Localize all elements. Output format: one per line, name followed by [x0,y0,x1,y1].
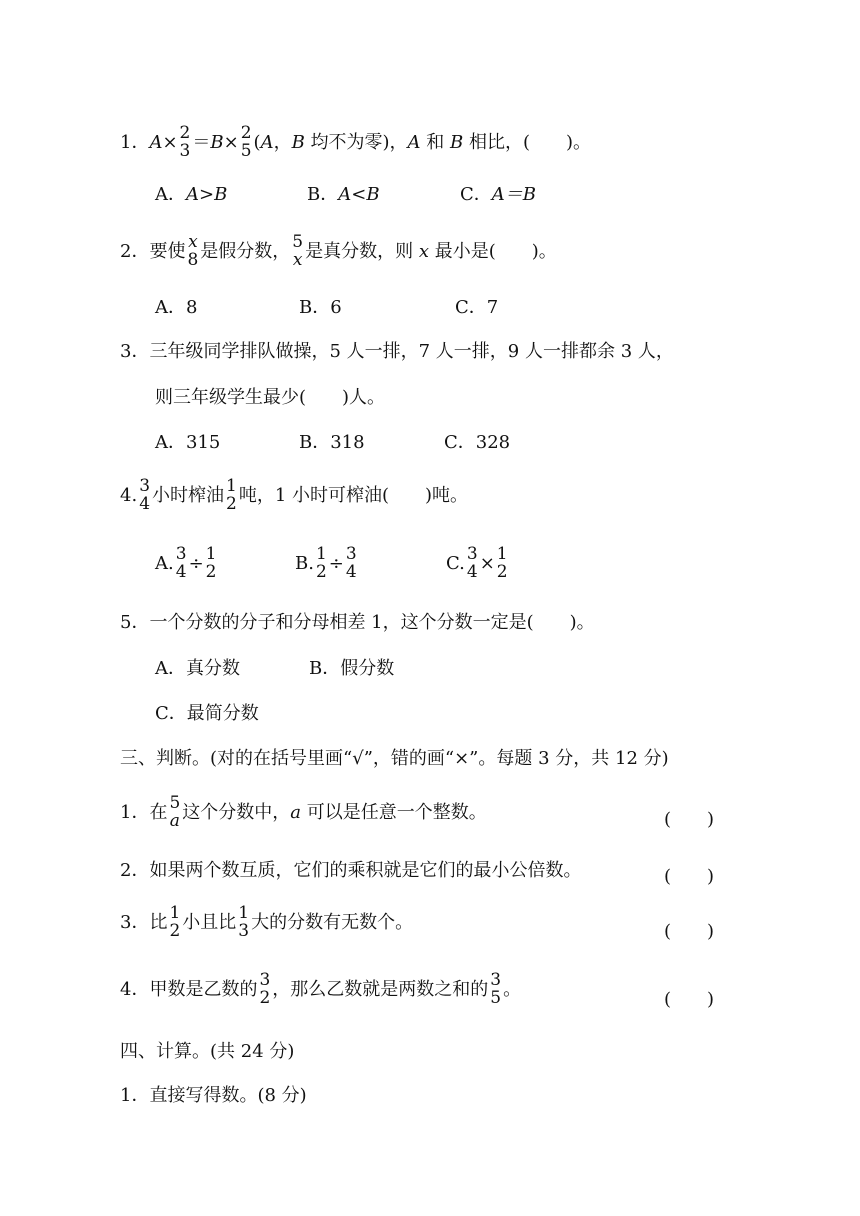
numerator: 3 [175,544,187,564]
denominator: 2 [259,987,271,1008]
comma: ， [273,131,292,153]
answer-blank: ( ) [664,809,715,830]
numerator: 1 [169,903,181,923]
option-c [460,186,536,204]
numerator: 5 [292,232,304,252]
denominator: 2 [226,493,237,514]
question-text: ，那么乙数就是两数之和的 [272,978,489,1000]
question-text: 小时榨油 [152,484,225,506]
section-4-heading: 四、计算。(共 24 分) [120,1041,295,1062]
question-3-line-2: 则三年级学生最少( )人。 [155,387,386,408]
denominator: 2 [169,920,181,941]
fraction [466,546,479,582]
variable-a: A [149,131,163,153]
numerator: 1 [226,476,237,496]
variable-a: a [290,801,302,823]
numerator: 3 [466,544,478,564]
times-sign: × [223,131,239,153]
option-c: C．7 [455,297,499,318]
variable-a: A [260,131,274,153]
option-a [155,186,227,204]
option-c: C．最简分数 [155,703,259,724]
denominator: 4 [466,561,478,582]
option-label: C. [446,552,465,574]
question-number: 2． [120,240,150,262]
variable-b: B [210,131,224,153]
fraction-one-half [168,905,181,941]
option-label: A． [155,184,186,205]
option-c [446,546,510,582]
answer-blank: ( ) [664,921,715,942]
option-label: C． [460,184,492,205]
question-1 [120,125,591,161]
numerator: 2 [179,123,191,143]
section-3-heading: 三、判断。(对的在括号里画“√”，错的画“×”。每题 3 分，共 12 分) [120,748,669,769]
denominator: 4 [175,561,187,582]
variable-b: B [450,131,464,153]
fraction-one-third [237,905,250,941]
denominator: 4 [139,493,151,514]
question-2 [120,234,557,270]
option-a: A．315 [155,432,221,453]
option-b: B．318 [299,432,365,453]
question-text: 是假分数， [200,240,291,262]
judge-question-4 [120,972,521,1008]
option-b: B．假分数 [309,658,395,679]
denominator: x [292,249,303,270]
option-text: A＝B [491,184,537,205]
fraction-5-over-x [291,234,304,270]
question-text: 要使 [149,240,186,262]
question-3-line-1: 3．三年级同学排队做操，5 人一排，7 人一排，9 人一排都余 3 人， [120,341,674,362]
question-text: 这个分数中， [182,801,291,823]
fraction-two-fifths [240,125,253,161]
denominator: 5 [490,987,502,1008]
question-number: 4． [120,978,150,1000]
fraction-two-thirds [179,125,192,161]
denominator: 3 [179,140,191,161]
section-4-subheading: 1．直接写得数。(8 分) [120,1085,307,1106]
answer-blank: ( ) [664,866,715,887]
judge-question-3 [120,905,413,941]
times-sign: × [479,552,495,574]
fraction [345,546,358,582]
numerator: 2 [240,123,252,143]
question-4 [120,478,468,514]
fraction [315,546,328,582]
question-text: 小且比 [182,911,237,933]
divide-sign: ÷ [188,552,204,574]
variable-a: A [407,131,421,153]
option-a: A．8 [155,297,198,318]
numerator: 1 [238,903,250,923]
denominator: 8 [187,249,199,270]
denominator: 2 [315,561,327,582]
question-text: 在 [149,801,168,823]
question-tail: 吨，1 小时可榨油( )吨。 [238,484,469,506]
question-number: 1． [120,801,150,823]
numerator: 1 [496,544,508,564]
fraction-three-quarters [138,478,151,514]
question-text: 甲数是乙数的 [149,978,258,1000]
numerator: x [188,232,198,252]
condition-text: 均不为零)， [304,131,408,153]
fraction [496,546,509,582]
option-c: C．328 [444,432,511,453]
question-tail: 最小是( )。 [429,240,557,262]
option-label: B． [307,184,339,205]
fraction-three-fifths [489,972,502,1008]
denominator: 2 [496,561,508,582]
times-sign: × [162,131,178,153]
judge-question-2: 2．如果两个数互质，它们的乘积就是它们的最小公倍数。 [120,860,582,881]
denominator: 5 [240,140,252,161]
question-text: 是真分数，则 [305,240,419,262]
question-tail: 可以是任意一个整数。 [301,801,487,823]
denominator: 3 [238,920,250,941]
and-text: 和 [420,131,450,153]
question-text: 比 [149,911,168,933]
fraction [205,546,218,582]
paren: ( [253,131,261,153]
numerator: 3 [259,970,271,990]
numerator: 1 [205,544,217,564]
question-tail: 相比，( )。 [463,131,592,153]
numerator: 1 [315,544,327,564]
question-number: 4. [120,484,138,506]
option-b: B．6 [299,297,342,318]
judge-question-1 [120,795,487,831]
fraction-x-over-8 [186,234,199,270]
answer-blank: ( ) [664,989,715,1010]
numerator: 3 [345,544,357,564]
variable-b: B [291,131,305,153]
numerator: 3 [490,970,502,990]
equals-sign: ＝ [192,131,211,153]
question-5: 5．一个分数的分子和分母相差 1，这个分数一定是( )。 [120,612,595,633]
option-label: A. [155,552,174,574]
option-a [155,546,218,582]
denominator: 2 [205,561,217,582]
fraction-three-halves [258,972,271,1008]
numerator: 5 [169,793,181,813]
denominator: 4 [345,561,357,582]
divide-sign: ÷ [328,552,344,574]
fraction-one-half [225,478,238,514]
option-a: A．真分数 [155,658,240,679]
denominator: a [169,810,180,831]
fraction-5-over-a [168,795,181,831]
option-b [307,186,380,204]
option-text: A<B [338,184,380,205]
question-number: 1． [120,131,150,153]
option-b [295,546,359,582]
numerator: 3 [139,476,151,496]
variable-x: x [418,240,429,262]
question-tail: 大的分数有无数个。 [251,911,414,933]
fraction [175,546,188,582]
option-label: B. [295,552,314,574]
option-text: A>B [186,184,228,205]
question-tail: 。 [503,978,522,1000]
question-number: 3． [120,911,150,933]
